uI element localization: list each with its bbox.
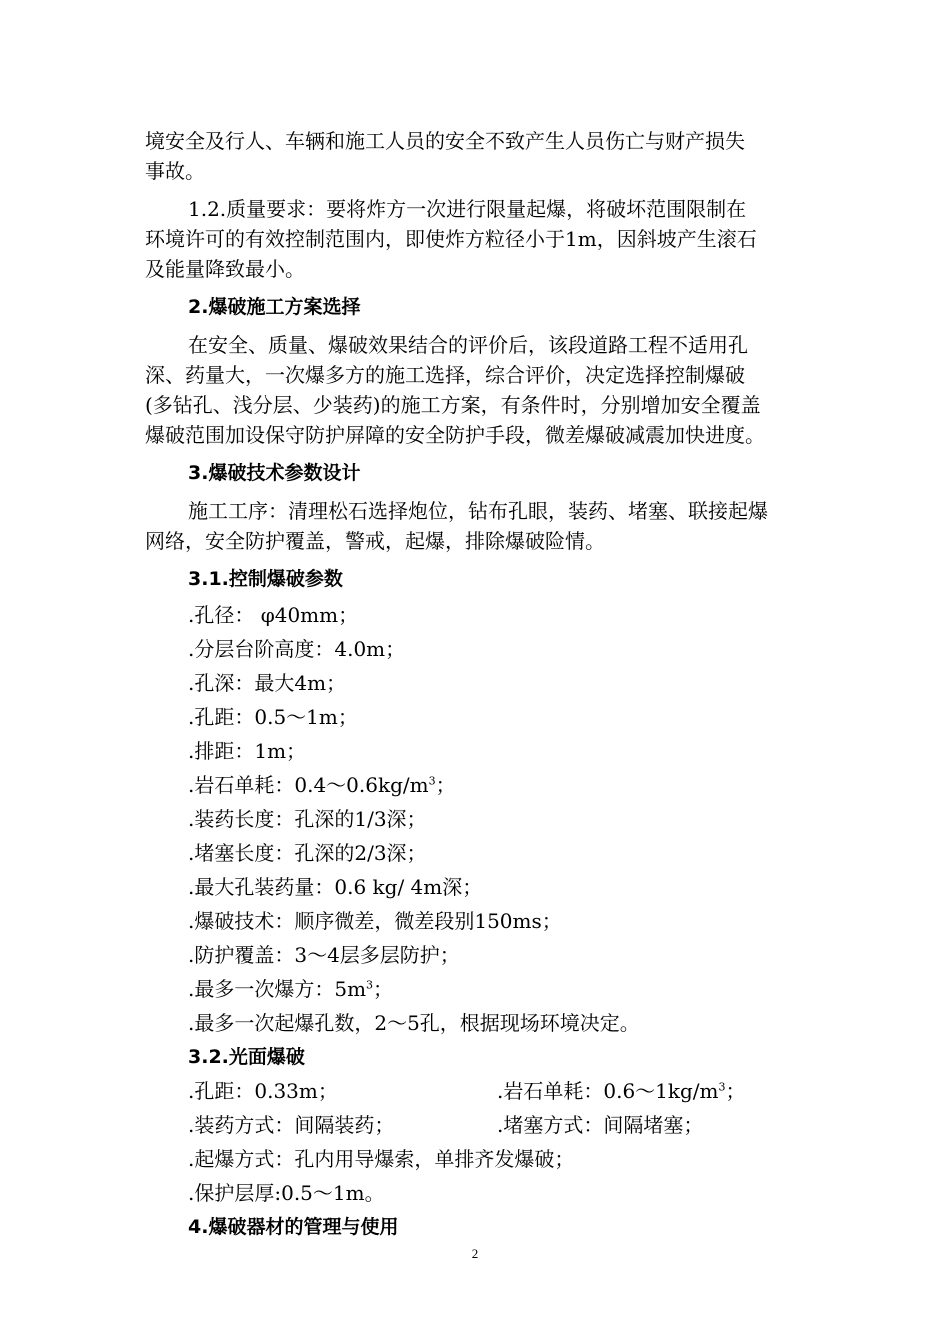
smooth-blasting-params [145,1074,825,1210]
section-heading-2: 2.爆破施工方案选择 [188,296,361,318]
param-item [145,972,825,1006]
param-item [145,768,825,802]
param-text: .岩石单耗：0.4～0.6kg/m [188,773,429,797]
section-heading-3: 3.爆破技术参数设计 [188,462,361,484]
section-heading-3-1: 3.1.控制爆破参数 [188,568,343,590]
param-text: .岩石单耗：0.6～1kg/m [497,1079,719,1103]
control-blasting-params [145,598,825,1040]
text-line: 施工工序：清理松石选择炮位，钻布孔眼，装药、堵塞、联接起爆 [188,499,768,523]
text-line: (多钻孔、浅分层、少装药)的施工方案，有条件时，分别增加安全覆盖 [145,393,761,417]
param-item: .分层台阶高度：4.0m； [188,637,406,661]
text-line: 事故。 [145,159,205,183]
param-item: .保护层厚:0.5～1m。 [188,1181,385,1205]
param-item: .孔距：0.33m； [188,1079,338,1103]
superscript: 3 [428,774,436,788]
text-line: 在安全、质量、爆破效果结合的评价后，该段道路工程不适用孔 [188,333,748,357]
param-item: .孔深：最大4m； [188,671,347,695]
text-line: 及能量降致最小。 [145,257,305,281]
superscript: 3 [718,1080,726,1094]
document-body [145,126,825,1244]
param-item: .防护覆盖：3～4层多层防护； [188,943,460,967]
param-item [497,1074,746,1108]
paragraph-quality-requirements [145,194,825,284]
text-line: 网络，安全防护覆盖，警戒，起爆，排除爆破险情。 [145,529,605,553]
param-item: .爆破技术：顺序微差，微差段别150ms； [188,909,562,933]
param-item: .堵塞方式：间隔堵塞； [497,1113,704,1137]
param-item: .装药长度：孔深的1/3深； [188,807,427,831]
punct: ； [373,977,394,1001]
text-line: 境安全及行人、车辆和施工人员的安全不致产生人员伤亡与财产损失 [145,129,745,153]
punct: ； [725,1079,746,1103]
param-item: .排距：1m； [188,739,307,763]
text-line: 1.2.质量要求：要将炸方一次进行限量起爆，将破坏范围限制在 [188,197,747,221]
section-heading-4: 4.爆破器材的管理与使用 [188,1216,399,1238]
punct: ； [435,773,456,797]
superscript: 3 [366,978,374,992]
paragraph-process [145,496,825,556]
page-number: 2 [471,1246,479,1261]
paragraph-safety-continued [145,126,825,186]
param-row [145,1108,825,1142]
param-item: .堵塞长度：孔深的2/3深； [188,841,427,865]
paragraph-plan-selection [145,330,825,450]
text-line: 环境许可的有效控制范围内，即使炸方粒径小于1m，因斜坡产生滚石 [145,227,757,251]
param-text: .最多一次爆方：5m [188,977,367,1001]
param-item: .最多一次起爆孔数，2～5孔，根据现场环境决定。 [188,1011,640,1035]
param-item: .孔径： φ40mm； [188,603,359,627]
param-item: .装药方式：间隔装药； [188,1113,395,1137]
param-item: .孔距：0.5～1m； [188,705,358,729]
param-item: .起爆方式：孔内用导爆索，单排齐发爆破； [188,1147,575,1171]
section-heading-3-2: 3.2.光面爆破 [188,1046,305,1068]
param-row [145,1074,825,1108]
param-item: .最大孔装药量：0.6 kg/ 4m深； [188,875,483,899]
text-line: 爆破范围加设保守防护屏障的安全防护手段，微差爆破减震加快进度。 [145,423,765,447]
text-line: 深、药量大，一次爆多方的施工选择，综合评价，决定选择控制爆破 [145,363,745,387]
